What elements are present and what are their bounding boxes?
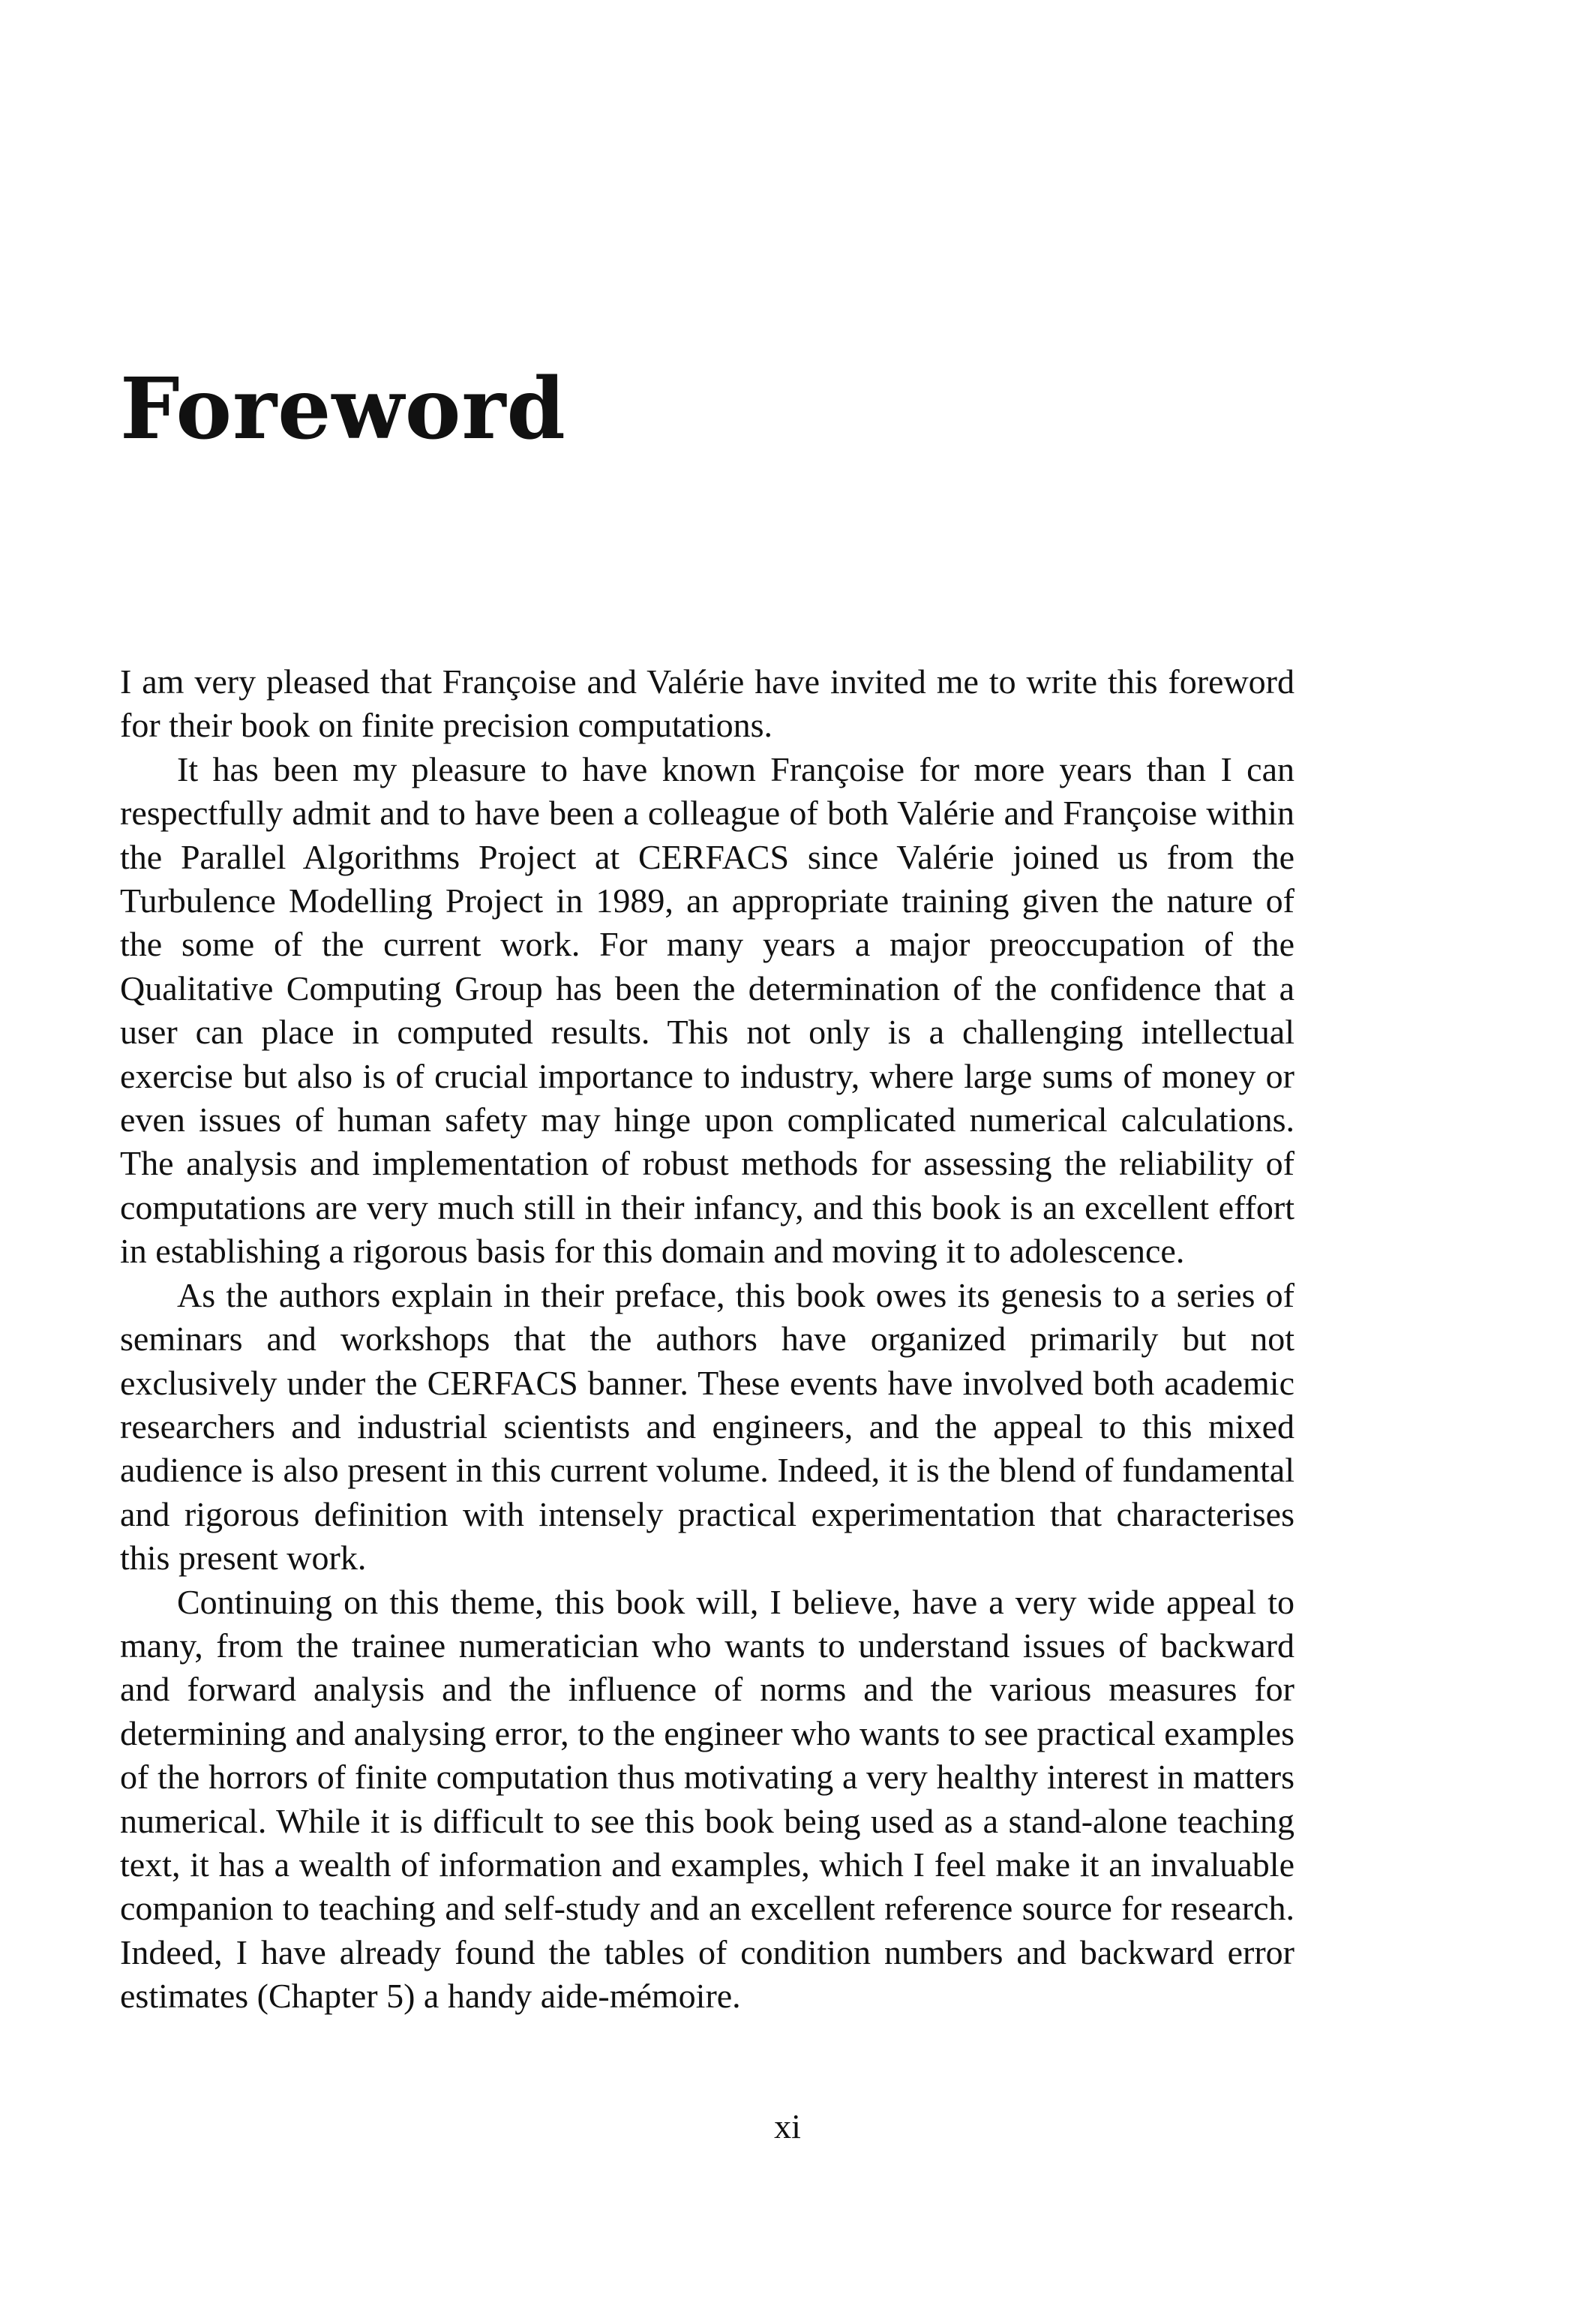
paragraph-1: I am very pleased that Françoise and Valérie have invited me to write this foreword for their book on finite precision computations.	[120, 662, 1294, 745]
page-number: xi	[774, 2107, 801, 2145]
paragraph-3: As the authors explain in their preface, this book owes its genesis to a series of seminars and workshops that the authors have organized primarily but not exclusively under the CERFACS banner. These events have involved both academic researchers and industrial scientists and engineers, and the appeal to this mixed audience is also present in this current volume. Indeed, it is the blend of fundamental and rigorous definition with intensely practical experimentation that characterises this present work.	[120, 1275, 1294, 1578]
foreword-body	[120, 660, 1294, 2019]
chapter-title: Foreword	[120, 360, 566, 458]
paragraph-4: Continuing on this theme, this book will, I believe, have a very wide appeal to many, from the trainee numeratician who wants to understand issues of backward and forward analysis and the influence of norms and the various measures for determining and analysing error, to the engineer who wants to see practical examples of the horrors of finite computation thus motivating a very healthy interest in matters numerical. While it is difficult to see this book being used as a stand-alone teaching text, it has a wealth of information and examples, which I feel make it an invaluable companion to teaching and self-study and an excellent reference source for research. Indeed, I have already found the tables of condition numbers and backward error estimates (Chapter 5) a handy aide-mémoire.	[120, 1582, 1294, 2016]
paragraph-2: It has been my pleasure to have known Françoise for more years than I can respectfully admit and to have been a colleague of both Valérie and Françoise within the Parallel Algorithms Project at CERFACS since Valérie joined us from the Turbulence Modelling Project in 1989, an appropriate training given the nature of the some of the current work. For many years a major preoccupation of the Qualitative Computing Group has been the determination of the confidence that a user can place in computed results. This not only is a challenging intellectual exercise but also is of crucial importance to industry, where large sums of money or even issues of human safety may hinge upon complicated numerical calculations. The analysis and implementation of robust methods for assessing the reliability of computations are very much still in their infancy, and this book is an excellent effort in establishing a rigorous basis for this domain and moving it to adolescence.	[120, 749, 1294, 1271]
